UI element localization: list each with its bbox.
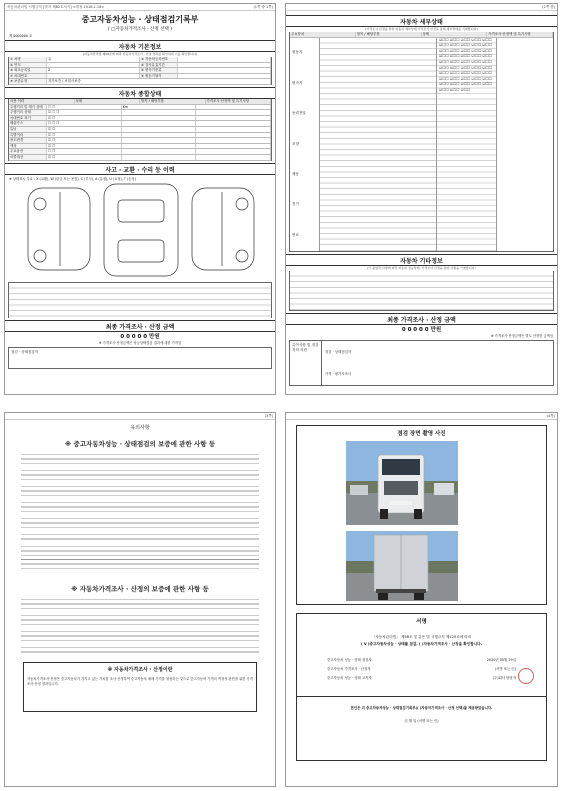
section-detail-state: 자동차 세부상태: [286, 15, 557, 27]
warning-text: 자동차가격조사·산정은 중고자동차가 가지고 있는 가치를 조사·산정하여 중고자동차 매매 가격을 형성하는 것으로 중고자동차 가격의 적정성 판단을 위한 가격조사·산정 결과입니다.: [27, 677, 253, 686]
section-accident-history: 사고 · 교환 · 수리 등 이력: [5, 163, 275, 175]
section-final-price: 최종 가격조사 · 산정 금액: [5, 320, 275, 332]
inspector-label: 점검 · 상태점검자: [325, 350, 352, 355]
odometer-unit: Km: [122, 105, 197, 110]
basic-info-table: [8, 57, 272, 85]
page-1: [4, 3, 276, 395]
price-note: ※ 가격조사·산정금액은 성능상태점검 결과에 대한 가격임: [98, 340, 182, 345]
notice-paragraph: [21, 629, 259, 642]
receipt-text: 본인은 위 중고자동차성능 · 상태점검기록부(( )자동차가격조사 · 산정 선택)를 제공받았습니다.: [350, 706, 493, 710]
page-header-right: (3쪽): [264, 414, 273, 418]
company-seal-icon: [518, 668, 534, 684]
notice-paragraph: [21, 484, 259, 497]
notice-paragraph: [21, 468, 259, 481]
column-header: 가격조사·산정액 및 특기사항: [206, 99, 272, 104]
notice-paragraph: [21, 500, 259, 513]
price-note: ※ 가격조사·산정금액은 별도 산정한 금액임: [490, 333, 553, 338]
column-header: 항목 / 해당부품: [140, 99, 206, 104]
other-info-table: [289, 271, 554, 311]
group-label: 연료: [292, 232, 299, 237]
document-number: 제 0000000 호: [9, 34, 33, 38]
notice-paragraph: [21, 532, 259, 541]
general-row-label: 주행거리 상태: [9, 110, 47, 115]
parts-column: [320, 38, 437, 251]
truck-front-image: [346, 441, 458, 525]
general-row-label: 색상: [9, 144, 47, 149]
general-row-label: 특별이력: [9, 133, 47, 138]
signature-text-1: 「자동차관리법」 제58조 및 같은 법 시행규칙 제120조에 따라: [371, 635, 472, 639]
basic-value: 2: [47, 68, 140, 73]
basic-label: ⑤ 최초등록일: [9, 68, 47, 73]
signature-date: 2020년 05월 29일: [486, 658, 516, 662]
signature-title: 서명: [416, 619, 427, 625]
section-basic-info: 자동차 기본정보: [5, 40, 275, 52]
group-label: 조향: [292, 141, 299, 146]
warning-title: ※ 자동차가격조사 · 산정이란: [107, 667, 173, 673]
receipt-sign: 년 월 일 (서명 또는 인): [404, 719, 439, 723]
general-row-label: 용도변경: [9, 138, 47, 143]
final-price: 0 0 0 0 0 만원: [401, 326, 442, 333]
basic-value: 유: [47, 57, 140, 62]
repair-history-table: [8, 282, 272, 318]
seal-label: (주)회사 담당자: [492, 676, 516, 680]
notice-heading-1: ※ 중고자동차성능 · 상태점검의 보증에 관한 사항 등: [64, 440, 216, 448]
signature-section: [296, 613, 547, 761]
car-side-right: [192, 188, 254, 270]
section-note: (자동차관리법 제58조에 따라 자동차가격조사 · 산정 결과를 확인하며 이를 확인합니다): [82, 52, 198, 56]
basic-label: ② 자동차등록번호: [140, 57, 178, 62]
signature-text-2: ( V )중고자동차성능 · 상태를 점검, ( )자동차가격조사 · 산정을 확인합니다.: [360, 642, 483, 646]
page-subtitle: ( □자동차가격조사 · 산정 선택 ): [107, 27, 173, 32]
notice-paragraph: [21, 452, 259, 465]
column-header: 상태: [422, 32, 488, 37]
basic-label: ⑦ 차대번호: [9, 74, 47, 79]
general-row-label: 리콜대상: [9, 155, 47, 160]
signature-role: 중고자동차 가격조사 · 산정자: [327, 667, 371, 671]
pricer-label: 가격 · 평가사조사: [325, 372, 352, 377]
specials-label: 특이사항 및 점검자의 의견: [290, 341, 322, 385]
final-price: 0 0 0 0 0 만원: [120, 333, 160, 340]
general-row-label: 주행거리 및 계기 상태: [9, 105, 47, 110]
basic-label: ① 차명: [9, 57, 47, 62]
column-header: 가격조사·산정액 및 특기사항: [487, 32, 553, 37]
column-header: 상태: [75, 99, 141, 104]
column-header: 주요장치: [290, 32, 356, 37]
section-note: (기 불합치 사항에 따라 자동차 성능상태, 가격조사·산정을 통한 사항을 기재합니다): [367, 265, 476, 270]
group-label: 변속기: [292, 80, 303, 85]
general-state-table: 사용 이력 상태 항목 / 해당부품 가격조사·산정액 및 특기사항 주행거리 및 계기 상태 ☐ ☐ Km 주행거리 상태 ☑ ☐ ☐ 차대번호 표기 ☑ ☐ 배출가스 ☐ ☐ ☐ 튜닝 ☑ ☐ 특별이력 ☑ ☐ 용도변경 ☑ ☐ 색상 ☑ ☐ 주요옵션 ☐ ☐ 리콜대상 ☑ ☐: [8, 99, 272, 161]
notice-paragraph: [21, 613, 259, 626]
signature-role: 중고자동차 성능 · 상태 고지자: [327, 676, 372, 680]
car-diagram: [8, 182, 274, 278]
notice-paragraph: [21, 516, 259, 529]
section-note: (가격조사·산정을 통한 자동차 세부상태 가격조사·산정을 통해 세부상태를 기재합니다): [365, 27, 478, 31]
page-header-right: (1쪽 중 1쪽): [253, 5, 273, 9]
page-4: [285, 412, 558, 787]
notice-title: 유의사항: [130, 425, 150, 431]
accident-note: ※ 상태표시 부호 : X (교환), W (판금 또는 용접), C (부식), A (흠집), U (요철), T (손상): [9, 176, 136, 181]
general-row-label: 차대번호 표기: [9, 116, 47, 121]
truck-rear-image: [346, 531, 458, 601]
section-other-info: 자동차 기타정보: [286, 254, 557, 266]
seal-label: (서명 또는 인): [494, 667, 516, 671]
basic-label: ④ 검사유효기간: [140, 63, 178, 68]
notice-paragraph: [21, 597, 259, 610]
column-header: 항목 / 해당부품: [356, 32, 422, 37]
basic-value: 자가보증 / 보험사보증: [47, 79, 271, 84]
group-label: 원동기: [292, 50, 303, 55]
truck-rear-photo: [346, 531, 458, 601]
column-header: 사용 이력: [9, 99, 75, 104]
general-row-label: 배출가스: [9, 121, 47, 126]
section-general-state: 자동차 종합상태: [5, 87, 275, 99]
car-side-left: [28, 188, 90, 270]
basic-label: ③ 연식: [9, 63, 47, 68]
page-header-right: (2쪽 중): [542, 5, 555, 9]
basic-label: ⑨ 보증유형: [9, 79, 47, 84]
state-checkboxes: ☑☐☐ ☑☐☐ ☑☐☐ ☑☐☐ ☑☐☐ ☑☐☐ ☑☐☐ ☑☐☐ ☑☐☐ ☑☐☐ ☑☐☐ ☑☐☐ ☑☐☐ ☑☐☐ ☑☐☐ ☑☐☐ ☑☐☐ ☑☐☐ ☑☐☐ ☑☐☐ ☑☐☐ ☑☐☐ ☑☐☐ ☑☐☐ ☑☐☐ ☑☐☐ ☑☐☐ ☑☐☐ ☑☐☐ ☑☐☐ ☑☐☐ ☑☐☐ ☑☐☐ ☑☐☐ ☑☐☐ ☑☐☐ ☑☐☐ ☑☐☐ ☑☐☐ ☑☐☐ ☑☐☐ ☑☐☐ ☑☐☐ ☑☐☐ ☑☐☐ ☑☐☐ ☑☐☐ ☑☐☐: [437, 38, 497, 251]
group-label: 전기: [292, 202, 299, 207]
general-row-label: 주요옵션: [9, 149, 47, 154]
notice-paragraph: [21, 645, 259, 654]
page-header-right: (4쪽): [546, 414, 555, 418]
page-3: [4, 412, 276, 787]
signature-role: 중고자동차 성능 · 상태 점검자: [327, 658, 372, 662]
page-header-left: 자동차관리법 시행규칙 [별지 제82호서식] <개정 2018.1.18>: [7, 5, 105, 9]
general-row-label: 튜닝: [9, 127, 47, 132]
inspector-signature: 점검 · 상태점검자: [8, 347, 272, 369]
price-remarks-column: [497, 38, 553, 251]
page-2: [285, 3, 558, 395]
basic-label: ⑧ 원동기형식: [140, 74, 178, 79]
basic-label: ⑥ 변속기종류: [140, 68, 178, 73]
group-label: 동력전달: [292, 111, 306, 116]
notice-paragraph: [21, 544, 259, 570]
section-final-price: 최종 가격조사 · 산정 금액: [286, 313, 557, 325]
group-label: 제동: [292, 171, 299, 176]
notice-heading-2: ※ 자동차가격조사 · 산정의 보증에 관한 사항 등: [71, 585, 209, 593]
photo-section-title: 점검 장면 촬영 사진: [397, 431, 446, 437]
page-title: 중고자동차성능 · 상태점검기록부: [81, 15, 199, 24]
price-warning-box: [23, 662, 257, 712]
truck-front-photo: [346, 441, 458, 525]
